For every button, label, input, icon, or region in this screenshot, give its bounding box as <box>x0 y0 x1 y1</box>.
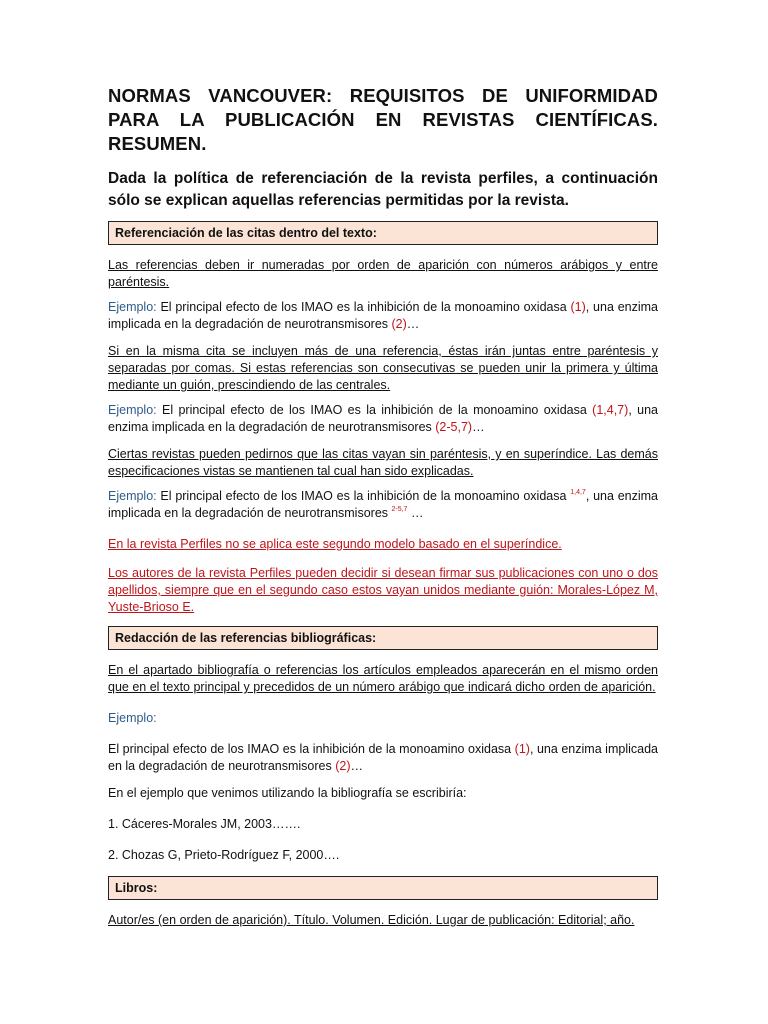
intro-paragraph: Dada la política de referenciación de la revista perfiles, a continuación sólo se explican aquellas referencias permitidas por la revista. <box>108 170 658 209</box>
example-text: … <box>406 317 420 331</box>
bibliography-item: 1. Cáceres-Morales JM, 2003……. <box>108 817 301 831</box>
section-heading-bibliography: Redacción de las referencias bibliográficas: <box>108 626 658 650</box>
citation-ref-superscript: 2-5,7 <box>391 505 408 513</box>
document-title: NORMAS VANCOUVER: REQUISITOS DE UNIFORMIDAD PARA LA PUBLICACIÓN EN REVISTAS CIENTÍFICAS. RESUMEN. <box>108 85 658 154</box>
citation-ref-superscript: 1,4,7 <box>570 488 586 496</box>
example-2 <box>108 402 658 436</box>
example-text: El principal efecto de los IMAO es la inhibición de la monoamino oxidasa <box>156 403 593 417</box>
rule-bibliography-order: En el apartado bibliografía o referencias los artículos empleados aparecerán en el mismo orden que en el texto principal y precedidos de un número arábigo que indicará dicho orden de aparición. <box>108 663 658 694</box>
example-label-bibliography: Ejemplo: <box>108 711 157 725</box>
example-label: Ejemplo: <box>108 403 157 417</box>
bibliography-item: 2. Chozas G, Prieto-Rodríguez F, 2000…. <box>108 848 340 862</box>
citation-ref: (2) <box>391 317 407 331</box>
citation-ref: (2) <box>335 759 351 773</box>
document-content <box>108 84 658 929</box>
citation-ref: (1) <box>570 300 586 314</box>
book-format: Autor/es (en orden de aparición). Título. Volumen. Edición. Lugar de publicación: Editorial; año. <box>108 913 635 927</box>
note-surnames: Los autores de la revista Perfiles pueden decidir si desean firmar sus publicaciones con uno o dos apellidos, siempre que en el segundo caso estos vayan unidos mediante guión: Morales-López M, Yuste-Brioso E. <box>108 566 658 614</box>
citation-ref: (1) <box>514 742 530 756</box>
example-3 <box>108 488 658 522</box>
example-text: El principal efecto de los IMAO es la inhibición de la monoamino oxidasa <box>156 300 571 314</box>
example-4 <box>108 741 658 775</box>
example-text: … <box>472 420 485 434</box>
rule-multiple-refs: Si en la misma cita se incluyen más de una referencia, éstas irán juntas entre paréntesis y separadas por comas. Si estas referencias son consecutivas se pueden unir la primera y última mediante un guión, prescindiendo de las centrales. <box>108 344 658 392</box>
note-no-superscript: En la revista Perfiles no se aplica este segundo modelo basado en el superíndice. <box>108 537 562 551</box>
example-text: El principal efecto de los IMAO es la inhibición de la monoamino oxidasa <box>108 742 515 756</box>
citation-ref: (2-5,7) <box>435 420 473 434</box>
example-label: Ejemplo: <box>108 300 157 314</box>
bibliography-intro: En el ejemplo que venimos utilizando la bibliografía se escribiría: <box>108 786 467 800</box>
example-1 <box>108 299 658 333</box>
rule-numbering: Las referencias deben ir numeradas por orden de aparición con números arábigos y entre paréntesis. <box>108 258 658 289</box>
example-label: Ejemplo: <box>108 489 157 503</box>
example-text: , una enzima implicada en la degradación de neurotransmisores <box>108 742 658 773</box>
section-heading-books: Libros: <box>108 876 658 900</box>
example-text: El principal efecto de los IMAO es la inhibición de la monoamino oxidasa <box>156 489 571 503</box>
citation-ref: (1,4,7) <box>592 403 629 417</box>
section-heading-citations: Referenciación de las citas dentro del texto: <box>108 221 658 245</box>
example-text: , una enzima implicada en la degradación de neurotransmisores <box>108 403 658 434</box>
example-text: … <box>407 506 424 520</box>
example-text: , una enzima implicada en la degradación de neurotransmisores <box>108 489 659 520</box>
example-text: … <box>350 759 364 773</box>
rule-superscript: Ciertas revistas pueden pedirnos que las citas vayan sin paréntesis, y en superíndice. Las demás especificaciones vistas se mantienen tal cual han sido explicadas. <box>108 447 658 478</box>
example-text: , una enzima implicada en la degradación de neurotransmisores <box>108 300 658 331</box>
